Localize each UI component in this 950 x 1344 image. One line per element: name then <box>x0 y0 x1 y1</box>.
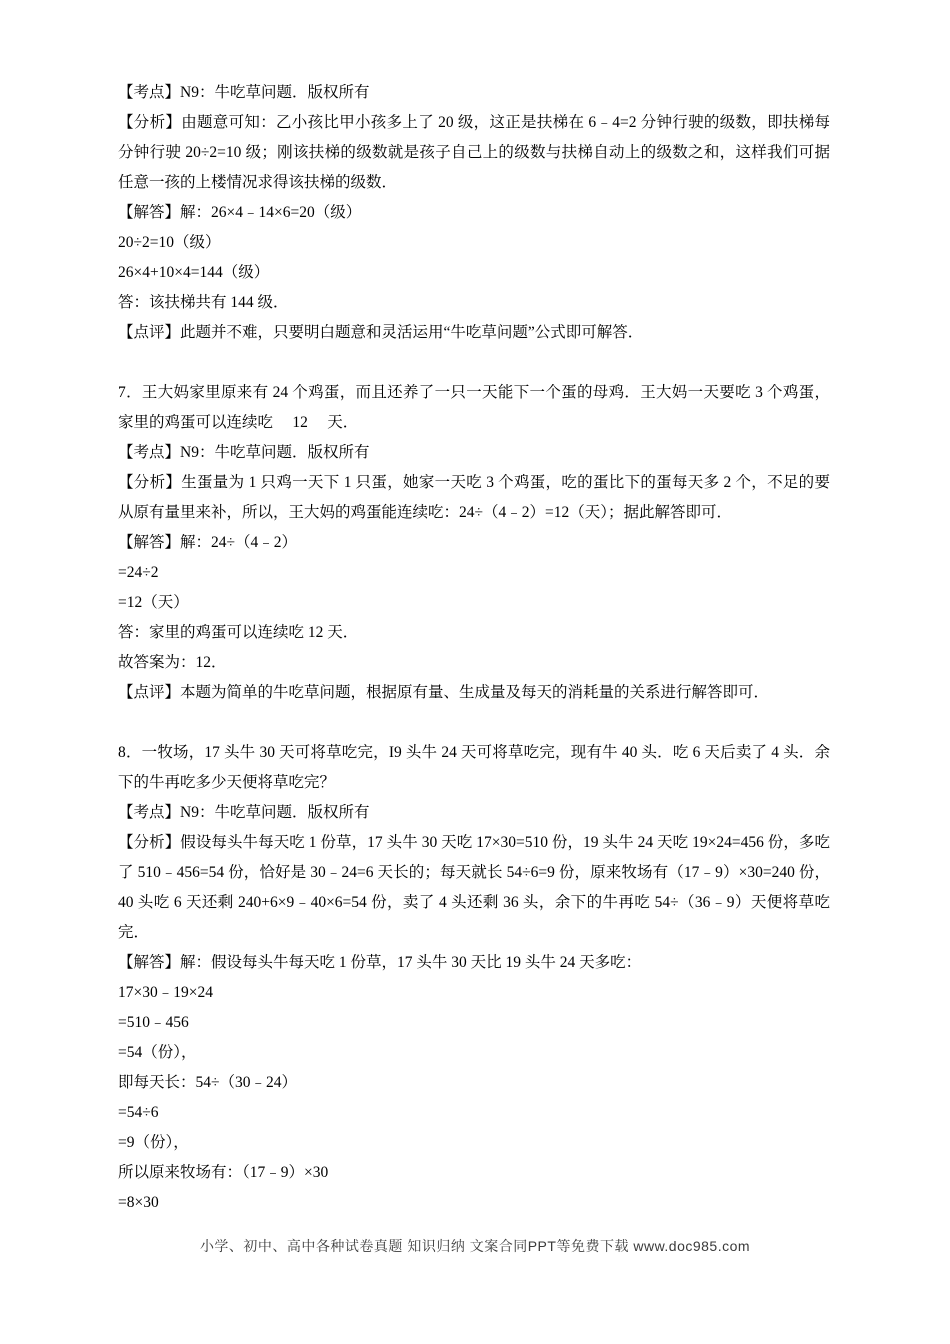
text-line: 【考点】N9：牛吃草问题．版权所有 <box>118 84 370 101</box>
text-line: 【考点】N9：牛吃草问题．版权所有 <box>118 804 370 821</box>
text-line: 【点评】本题为简单的牛吃草问题，根据原有量、生成量及每天的消耗量的关系进行解答即可． <box>118 684 770 701</box>
text-line: =54（份）， <box>118 1044 197 1061</box>
footer-site-link[interactable]: www.doc985.com <box>633 1238 751 1254</box>
text-line: 答：家里的鸡蛋可以连续吃 12 天． <box>118 624 359 641</box>
text-line: 答：该扶梯共有 144 级． <box>118 294 289 311</box>
text-line: 26×4+10×4=144（级） <box>118 264 270 281</box>
text-line: 【解答】解：26×4﹣14×6=20（级） <box>118 204 362 221</box>
section-gap <box>118 708 830 738</box>
text-line: =54÷6 <box>118 1104 159 1121</box>
text-line: =9（份）， <box>118 1134 189 1151</box>
text-line: 17×30﹣19×24 <box>118 984 213 1001</box>
paragraph: 8．一牧场，17 头牛 30 天可将草吃完，I9 头牛 24 天可将草吃完，现有牛 40 头．吃 6 天后卖了 4 头．余下的牛再吃多少天便将草吃完？ <box>118 744 830 791</box>
text-line: =12（天） <box>118 594 189 611</box>
page-footer <box>0 1236 950 1256</box>
section-gap <box>118 348 830 378</box>
text-line: =8×30 <box>118 1194 159 1211</box>
text-line: 【考点】N9：牛吃草问题．版权所有 <box>118 444 370 461</box>
text-line: 故答案为：12． <box>118 654 227 671</box>
text-line: =510﹣456 <box>118 1014 189 1031</box>
text-line: 【点评】此题并不难，只要明白题意和灵活运用“牛吃草问题”公式即可解答． <box>118 324 644 341</box>
paragraph: 【分析】假设每头牛每天吃 1 份草，17 头牛 30 天吃 17×30=510 份，19 头牛 24 天吃 19×24=456 份，多吃了 510﹣456=54 份，恰好是 30﹣24=6 天长的；每天就长 54÷6=9 份，原来牧场有（17﹣9）×30=240 份，40 头吃 6 天还剩 240+6×9﹣40×6=54 份，卖了 4 头还剩 36 头，余下的牛再吃 54÷（36﹣9）天便将草吃完． <box>118 834 830 941</box>
text-line: 所以原来牧场有：（17﹣9）×30 <box>118 1164 329 1181</box>
text-line: 【解答】解：假设每头牛每天吃 1 份草，17 头牛 30 天比 19 头牛 24 天多吃： <box>118 954 642 971</box>
paragraph: 【分析】由题意可知：乙小孩比甲小孩多上了 20 级，这正是扶梯在 6﹣4=2 分钟行驶的级数，即扶梯每分钟行驶 20÷2=10 级；刚该扶梯的级数就是孩子自己上的级数与扶梯自动上的级数之和，这样我们可据任意一孩的上楼情况求得该扶梯的级数． <box>118 114 830 191</box>
paragraph: 7．王大妈家里原来有 24 个鸡蛋，而且还养了一只一天能下一个蛋的母鸡．王大妈一天要吃 3 个鸡蛋，家里的鸡蛋可以连续吃 12 天． <box>118 384 830 431</box>
footer-text: 小学、初中、高中各种试卷真题 知识归纳 文案合同PPT等免费下载 <box>199 1238 629 1254</box>
document-content <box>118 78 830 1218</box>
paragraph: 【分析】生蛋量为 1 只鸡一天下 1 只蛋，她家一天吃 3 个鸡蛋，吃的蛋比下的蛋每天多 2 个，不足的要从原有量里来补，所以，王大妈的鸡蛋能连续吃：24÷（4﹣2）=12（天）；据此解答即可． <box>118 474 830 521</box>
text-line: 20÷2=10（级） <box>118 234 221 251</box>
text-line: =24÷2 <box>118 564 159 581</box>
text-line: 【解答】解：24÷（4﹣2） <box>118 534 298 551</box>
text-line: 即每天长：54÷（30﹣24） <box>118 1074 298 1091</box>
